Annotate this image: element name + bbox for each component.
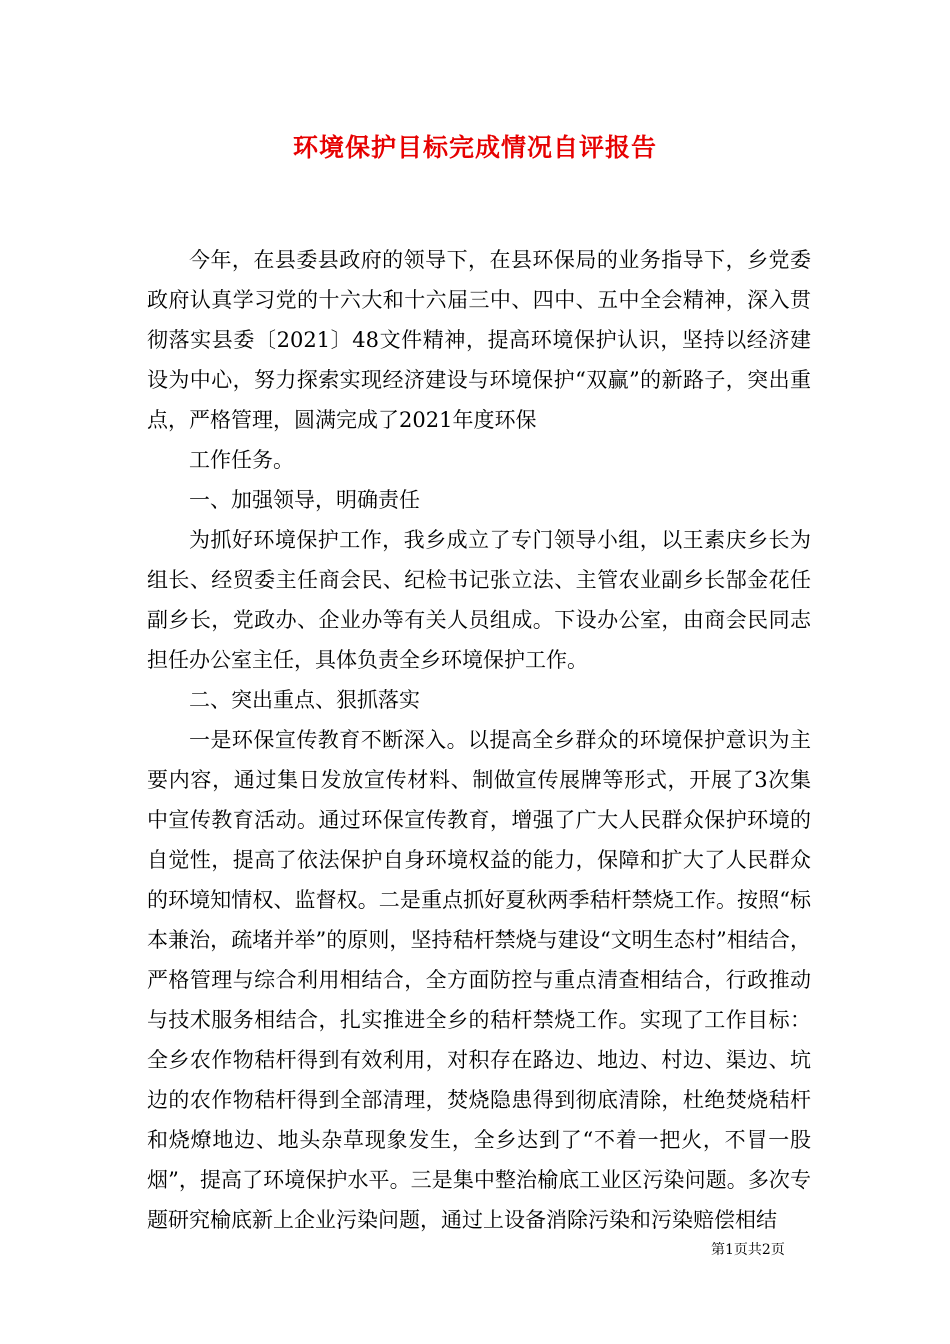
paragraph-section-2: 一是环保宣传教育不断深入。以提高全乡群众的环境保护意识为主要内容，通过集日发放宣传材料、制做宣传展牌等形式，开展了3次集中宣传教育活动。通过环保宣传教育，增强了广大人民群众保护环境的自觉性，提高了依法保护自身环境权益的能力，保障和扩大了人民群众的环境知情权、监督权。二是重点抓好夏秋两季秸杆禁烧工作。按照“标本兼治，疏堵并举”的原则，坚持秸杆禁烧与建设“文明生态村”相结合，严格管理与综合利用相结合，全方面防控与重点清查相结合，行政推动与技术服务相结合，扎实推进全乡的秸杆禁烧工作。实现了工作目标：全乡农作物秸杆得到有效利用，对积存在路边、地边、村边、渠边、坑边的农作物秸杆得到全部清理，焚烧隐患得到彻底清除，杜绝焚烧秸杆和烧燎地边、地头杂草现象发生，全乡达到了“不着一把火，不冒一股烟”，提高了环境保护水平。三是集中整治榆底工业区污染问题。多次专题研究榆底新上企业污染问题，通过上设备消除污染和污染赔偿相结 bbox=[147, 728, 811, 1232]
paragraph-section-1: 为抓好环境保护工作，我乡成立了专门领导小组，以王素庆乡长为组长、经贸委主任商会民、纪检书记张立法、主管农业副乡长郜金花任副乡长，党政办、企业办等有关人员组成。下设办公室，由商会民同志担任办公室主任，具体负责全乡环境保护工作。 bbox=[147, 528, 811, 672]
page-number: 第1页共2页 bbox=[711, 1242, 785, 1258]
section-heading-1: 一、加强领导，明确责任 bbox=[189, 488, 420, 512]
document-body bbox=[147, 240, 811, 1240]
paragraph-intro: 今年，在县委县政府的领导下，在县环保局的业务指导下，乡党委政府认真学习党的十六大和十六届三中、四中、五中全会精神，深入贯彻落实县委〔2021〕48文件精神，提高环境保护认识，坚持以经济建设为中心，努力探索实现经济建设与环境保护“双赢”的新路子，突出重点，严格管理，圆满完成了2021年度环保 bbox=[147, 248, 811, 432]
paragraph-intro-continuation: 工作任务。 bbox=[189, 448, 294, 472]
page-title: 环境保护目标完成情况自评报告 bbox=[292, 133, 657, 162]
section-heading-2: 二、突出重点、狠抓落实 bbox=[189, 688, 420, 712]
